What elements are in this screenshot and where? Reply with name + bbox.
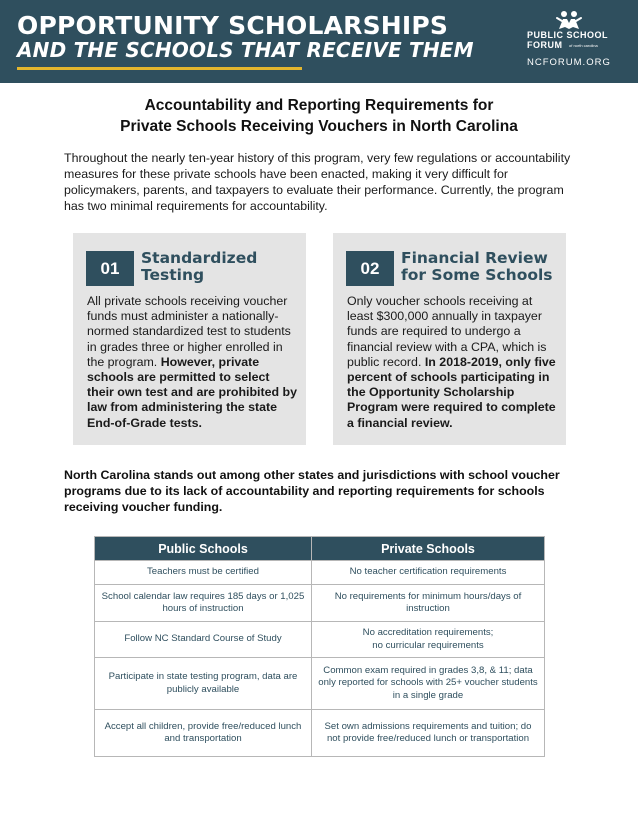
table-cell-private: Common exam required in grades 3,8, & 11; data only reported for schools with 25+ voucher students in a single grade (312, 658, 545, 710)
logo-url[interactable]: NCFORUM.ORG (527, 57, 611, 68)
table-cell-public: School calendar law requires 185 days or 1,025 hours of instruction (95, 585, 312, 622)
column-header-private: Private Schools (312, 537, 545, 561)
table-row (95, 561, 545, 585)
card-financial-review (333, 233, 566, 445)
logo-text-line2: FORUM (527, 40, 563, 50)
table-row (95, 585, 545, 622)
table-cell-private (312, 622, 545, 658)
table-cell-public: Follow NC Standard Course of Study (95, 622, 312, 658)
table-cell-public: Accept all children, provide free/reduced lunch and transportation (95, 710, 312, 757)
intro-paragraph: Throughout the nearly ten-year history of this program, very few regulations or accountability measures for these private schools have been enacted, making it very difficult for policymakers, parents, and taxpayers to evaluate their performance. Currently, the program has two minimal requirements for accountability. (64, 151, 571, 213)
children-reading-icon (555, 10, 583, 30)
table-cell-private: Set own admissions requirements and tuition; do not provide free/reduced lunch or transportation (312, 710, 545, 757)
card-standardized-testing (73, 233, 306, 445)
table-header-row (95, 537, 545, 561)
header-title-line2: AND THE SCHOOLS THAT RECEIVE THEM (17, 38, 474, 62)
table-cell-private: No requirements for minimum hours/days of instruction (312, 585, 545, 622)
card-body-emphasis: In 2018-2019, only five percent of schools participating in the Opportunity Scholarship Program were required to complete a financial review. (347, 354, 556, 430)
card-number-badge: 02 (346, 251, 394, 286)
card-body-text: All private schools receiving voucher funds must administer a nationally-normed standardized test to students in grades three or higher enrolled in the program. (87, 294, 291, 369)
table-cell-public: Teachers must be certified (95, 561, 312, 585)
table-row (95, 622, 545, 658)
table-cell-private-line2: no curricular requirements (372, 639, 484, 651)
standout-statement: North Carolina stands out among other states and jurisdictions with school voucher programs due to its lack of accountability and reporting requirements for schools receiving voucher funding. (64, 468, 560, 514)
logo-subtext: of north carolina (569, 43, 598, 48)
card-title: Financial Review for Some Schools (401, 249, 553, 284)
public-school-forum-logo[interactable] (527, 10, 613, 70)
card-body (87, 294, 297, 431)
page-title-line1: Accountability and Reporting Requirements for (144, 97, 494, 114)
table-cell-private-line1: No accreditation requirements; (362, 627, 494, 639)
page-title (0, 95, 638, 137)
page-title-line2: Private Schools Receiving Vouchers in North Carolina (120, 118, 518, 135)
card-number-badge: 01 (86, 251, 134, 286)
header-banner (0, 0, 638, 83)
header-underline (17, 67, 302, 70)
header-title-line1: OPPORTUNITY SCHOLARSHIPS (17, 11, 449, 40)
table-cell-private: No teacher certification requirements (312, 561, 545, 585)
card-body (347, 294, 557, 431)
column-header-public: Public Schools (95, 537, 312, 561)
card-body-emphasis: However, private schools are permitted to select their own test and are prohibited by law from administering the state End-of-Grade tests. (87, 354, 297, 430)
comparison-table (94, 536, 545, 757)
table-cell-public: Participate in state testing program, data are publicly available (95, 658, 312, 710)
logo-text-line1: PUBLIC SCHOOL (527, 30, 609, 40)
card-body-text: Only voucher schools receiving at least $300,000 annually in taxpayer funds are required to undergo a financial review with a CPA, which is public record. (347, 294, 547, 369)
card-title: Standardized Testing (141, 249, 258, 284)
table-row (95, 710, 545, 757)
table-row (95, 658, 545, 710)
